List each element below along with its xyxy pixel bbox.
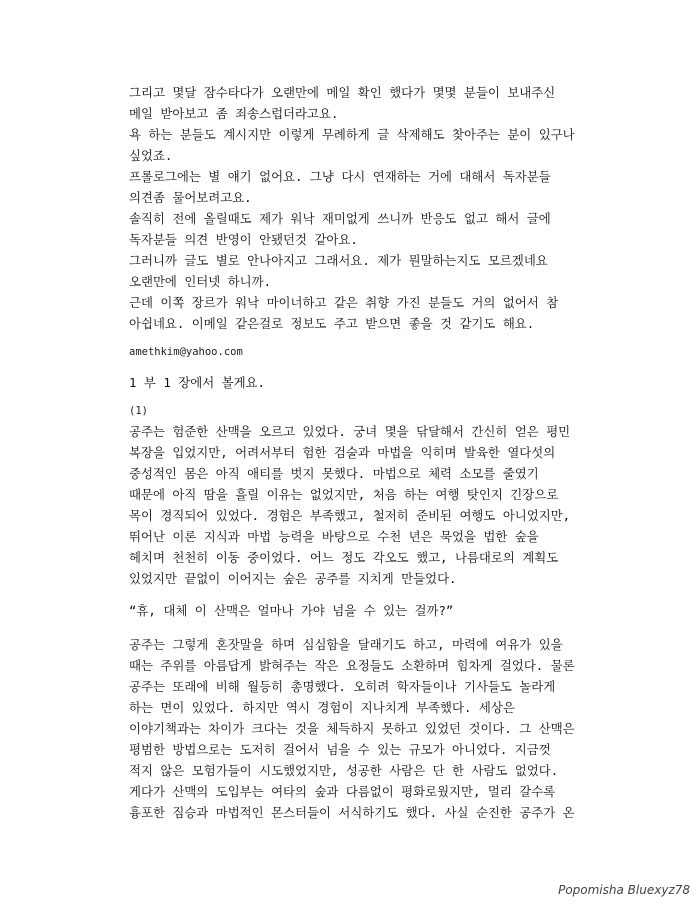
text-line: 흉포한 짐승과 마법적인 몬스터들이 서식하기도 했다. 사실 순진한 공주가 온	[129, 805, 575, 820]
story-paragraph-1	[129, 421, 589, 589]
text-line: 목이 경직되어 있었다. 경험은 부족했고, 철저히 준비된 여행도 아니었지만,	[129, 508, 571, 523]
text-line: 복장을 입었지만, 어려서부터 험한 검술과 마법을 익히며 발육한 열다섯의	[129, 445, 556, 460]
chapter-note	[129, 372, 589, 393]
text-line: 있었지만 끝없이 이어지는 숲은 공주를 지치게 만들었다.	[129, 571, 457, 586]
text-line: 독자분들 의견 반영이 안됐던것 같아요.	[129, 232, 358, 247]
text-line: 헤치며 천천히 이동 중이었다. 어느 정도 각오도 했고, 나름대로의 계획도	[129, 550, 559, 565]
text-line: 프롤로그에는 별 얘기 없어요. 그냥 다시 연재하는 거에 대해서 독자분들	[129, 169, 551, 184]
email-text: amethkim@yahoo.com	[129, 346, 243, 358]
text-line: 이야기책과는 차이가 크다는 것을 체득하지 못하고 있었던 것이다. 그 산맥은	[129, 721, 575, 736]
story-paragraph-2	[129, 634, 589, 823]
intro-paragraph	[129, 82, 589, 334]
text-line: 그리고 몇달 잠수타다가 오랜만에 메일 확인 했다가 몇몇 분들이 보내주신	[129, 85, 556, 100]
text-line: 의견좀 물어보려고요.	[129, 190, 252, 205]
dialogue-quote	[129, 600, 589, 621]
section-number-text: (1)	[129, 405, 148, 417]
text-line: 솔직히 전에 올릴때도 제가 워낙 재미없게 쓰니까 반응도 없고 해서 글에	[129, 211, 551, 226]
text-line: 하는 면이 있었다. 하지만 역시 경험이 지나치게 부족했다. 세상은	[129, 700, 515, 715]
text-line: 근데 이쪽 장르가 워낙 마이너하고 같은 취향 가진 분들도 거의 없어서 참	[129, 295, 559, 310]
text-line: 게다가 산맥의 도입부는 여타의 숲과 다름없이 평화로웠지만, 멀리 갈수록	[129, 784, 556, 799]
text-line: 메일 받아보고 좀 죄송스럽더라고요.	[129, 106, 339, 121]
text-line: 공주는 그렇게 혼잣말을 하며 심심함을 달래기도 하고, 마력에 여유가 있을	[129, 637, 563, 652]
chapter-note-text: 1 부 1 장에서 볼게요.	[129, 375, 266, 390]
text-line: 적지 않은 모험가들이 시도했었지만, 성공한 사람은 단 한 사람도 없었다.	[129, 763, 559, 778]
text-line: 아쉽네요. 이메일 같은걸로 정보도 주고 받으면 좋을 것 같기도 해요.	[129, 316, 535, 331]
section-number	[129, 401, 589, 422]
text-line: 때는 주위를 아름답게 밝혀주는 작은 요정들도 소환하며 힘차게 걸었다. 물론	[129, 658, 575, 673]
text-line: 싶었죠.	[129, 148, 173, 163]
text-line: 욕 하는 분들도 계시지만 이렇게 무례하게 글 삭제해도 찾아주는 분이 있구나	[129, 127, 575, 142]
text-line: 오랜만에 인터넷 하니까.	[129, 274, 272, 289]
text-line: 평범한 방법으로는 도저히 걸어서 넘을 수 있는 규모가 아니었다. 지금껏	[129, 742, 551, 757]
text-line: 그러니까 글도 별로 안나아지고 그래서요. 제가 뭔말하는지도 모르겠네요	[129, 253, 548, 268]
text-line: 중성적인 몸은 아직 애티를 벗지 못했다. 마법으로 체력 소모를 줄였기	[129, 466, 539, 481]
text-line: 뛰어난 이론 지식과 마법 능력을 바탕으로 수천 년은 묵었을 법한 숲을	[129, 529, 539, 544]
text-line: 때문에 아직 땀을 흘릴 이유는 없었지만, 처음 하는 여행 탓인지 긴장으로	[129, 487, 559, 502]
text-line: 공주는 험준한 산맥을 오르고 있었다. 궁녀 몇을 닦달해서 간신히 얻은 평민	[129, 424, 571, 439]
email-address	[129, 342, 589, 363]
text-line: 공주는 또래에 비해 월등히 총명했다. 오히려 학자들이나 기사들도 놀라게	[129, 679, 556, 694]
watermark: Popomisha Bluexyz78	[558, 883, 690, 897]
quote-text: “휴, 대체 이 산맥은 얼마나 가야 넘을 수 있는 걸까?”	[129, 603, 454, 618]
